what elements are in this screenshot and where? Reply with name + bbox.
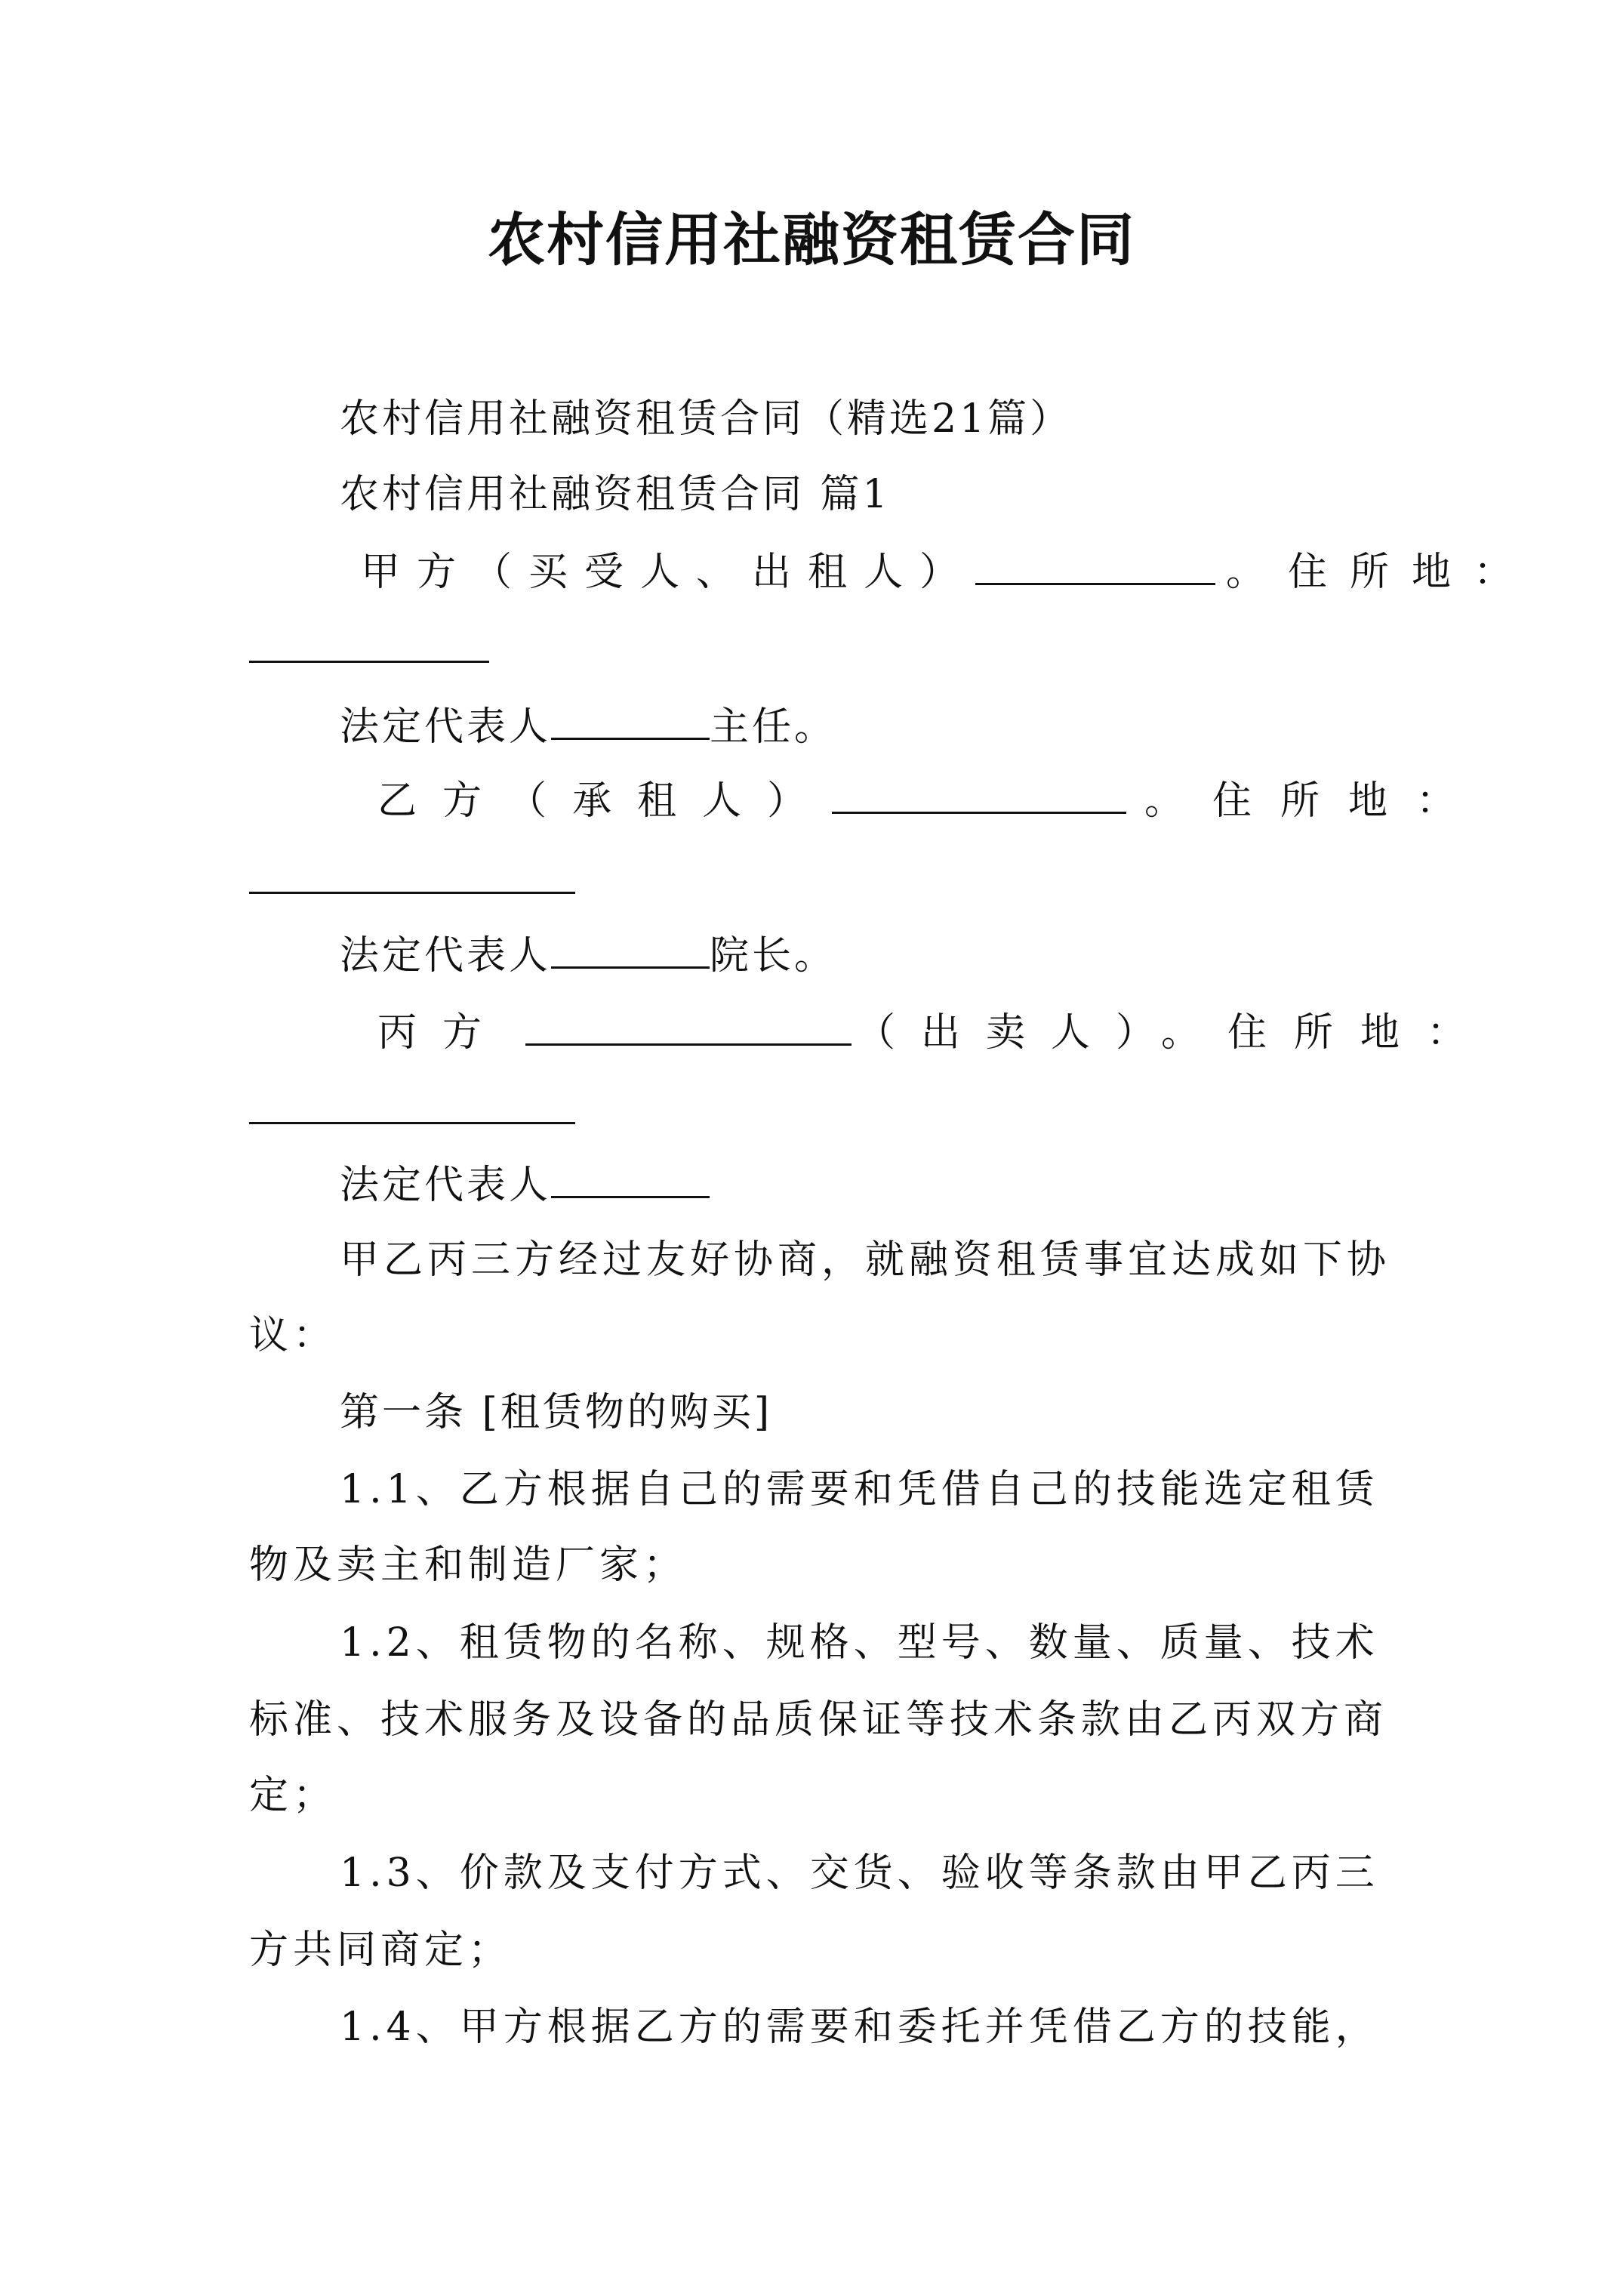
agreement-text-line-1: 甲乙丙三方经过友好协商，就融资租赁事宜达成如下协 xyxy=(340,1237,1391,1283)
party-c-address-blank[interactable] xyxy=(249,1122,575,1124)
agreement-text-line-2: 议： xyxy=(249,1313,337,1358)
document-title: 农村信用社融资租赁合同 xyxy=(488,206,1135,273)
party-c-rep-blank[interactable] xyxy=(551,1157,710,1198)
clause-1-1-line-2: 物及卖主和制造厂家； xyxy=(249,1542,688,1588)
party-b-line xyxy=(377,772,1484,827)
party-b-address-blank[interactable] xyxy=(249,892,575,894)
article-1-heading: 第一条 [租赁物的购买] xyxy=(340,1390,773,1435)
clause-1-3-line-2: 方共同商定； xyxy=(249,1928,513,1973)
party-b-address-label: 。住所地： xyxy=(1144,778,1485,824)
party-b-name-blank[interactable] xyxy=(832,772,1126,814)
party-c-address-label: 。住所地： xyxy=(1161,1010,1494,1056)
document-subtitle: 农村信用社融资租赁合同（精选21篇） xyxy=(340,396,1073,442)
party-b-rep-title: 院长。 xyxy=(710,933,837,978)
party-c-name-blank[interactable] xyxy=(525,1004,852,1046)
party-a-rep-blank[interactable] xyxy=(551,698,710,740)
party-b-rep-label: 法定代表人 xyxy=(340,933,552,978)
party-c-role: （出卖人） xyxy=(856,1010,1162,1056)
party-a-line xyxy=(361,544,1535,599)
party-c-rep-line xyxy=(340,1157,710,1212)
party-a-address-blank[interactable] xyxy=(249,661,489,663)
party-a-rep-line xyxy=(340,698,836,754)
clause-1-3-line-1: 1.3、价款及支付方式、交货、验收等条款由甲乙丙三 xyxy=(340,1851,1379,1896)
party-c-line xyxy=(377,1004,1493,1059)
clause-1-4-line-1: 1.4、甲方根据乙方的需要和委托并凭借乙方的技能， xyxy=(340,2005,1379,2050)
party-c-rep-label: 法定代表人 xyxy=(340,1163,552,1208)
party-a-label: 甲方（买受人、出租人） xyxy=(361,550,976,595)
section-heading: 农村信用社融资租赁合同 篇1 xyxy=(340,472,891,517)
party-a-rep-title: 主任。 xyxy=(710,704,837,750)
party-b-rep-line xyxy=(340,927,836,982)
clause-1-2-line-3: 定； xyxy=(249,1773,337,1818)
party-a-rep-label: 法定代表人 xyxy=(340,704,552,750)
clause-1-2-line-1: 1.2、租赁物的名称、规格、型号、数量、质量、技术 xyxy=(340,1620,1379,1666)
clause-1-2-line-2: 标准、技术服务及设备的品质保证等技术条款由乙丙双方商 xyxy=(249,1697,1388,1743)
party-a-address-label: 。住所地： xyxy=(1226,550,1536,595)
clause-1-1-line-1: 1.1、乙方根据自己的需要和凭借自己的技能选定租赁 xyxy=(340,1467,1379,1512)
party-a-name-blank[interactable] xyxy=(975,544,1215,585)
party-b-label: 乙方（承租人） xyxy=(377,778,833,824)
party-b-rep-blank[interactable] xyxy=(551,927,710,969)
party-c-label: 丙方 xyxy=(377,1010,508,1056)
